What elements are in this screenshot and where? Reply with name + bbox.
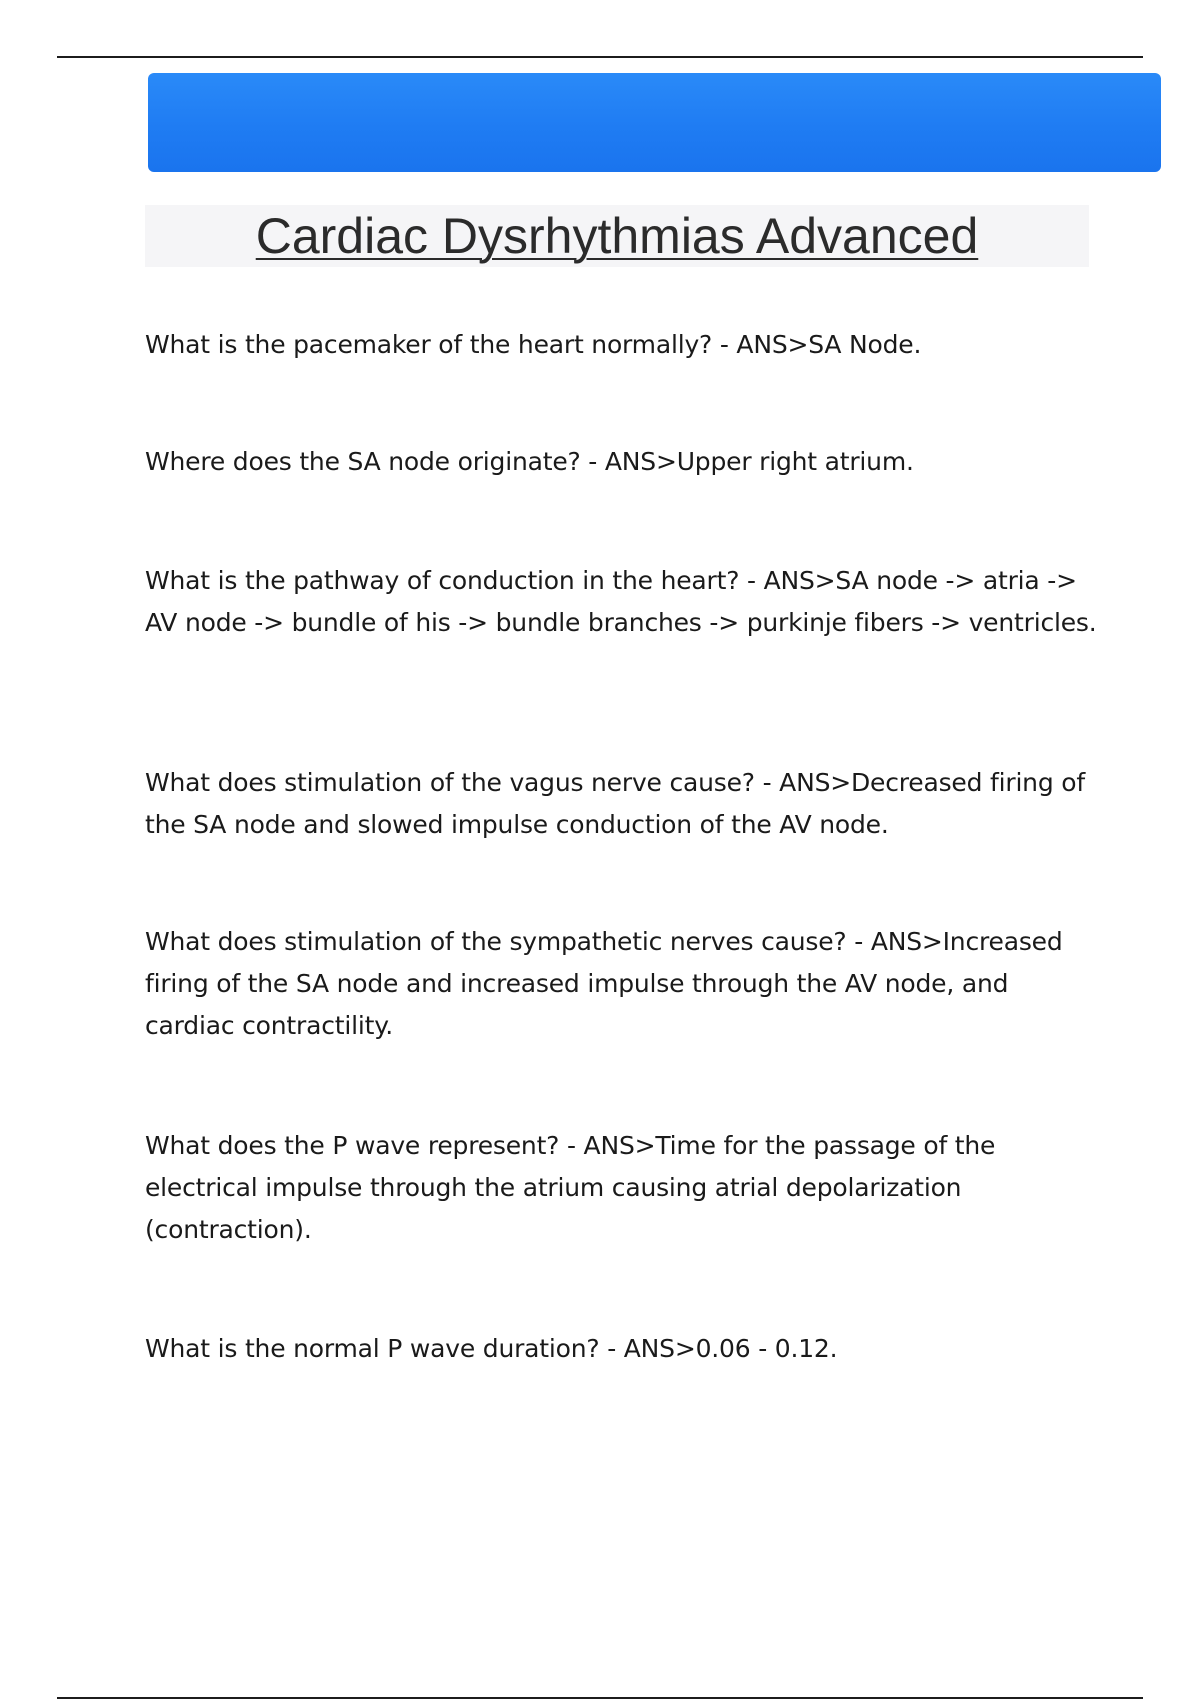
- title-box: [145, 205, 1089, 267]
- qa-item-4: What does stimulation of the vagus nerve cause? - ANS>Decreased firing of the SA node and slowed impulse conduction of the AV node.: [145, 768, 1085, 839]
- bottom-rule: [57, 1697, 1143, 1699]
- qa-item-3: What is the pathway of conduction in the heart? - ANS>SA node -> atria -> AV node -> bundle of his -> bundle branches -> purkinje fibers -> ventricles.: [145, 566, 1097, 637]
- qa-item-6: What does the P wave represent? - ANS>Time for the passage of the electrical impulse through the atrium causing atrial depolarization (contraction).: [145, 1131, 996, 1244]
- qa-item-2: Where does the SA node originate? - ANS>Upper right atrium.: [145, 447, 914, 476]
- document-title: Cardiac Dysrhythmias Advanced: [255, 208, 979, 264]
- top-rule: [57, 56, 1143, 58]
- qa-item-1: What is the pacemaker of the heart normally? - ANS>SA Node.: [145, 330, 922, 359]
- qa-item-5: What does stimulation of the sympathetic nerves cause? - ANS>Increased firing of the SA node and increased impulse through the AV node, and cardiac contractility.: [145, 927, 1063, 1040]
- qa-item-7: What is the normal P wave duration? - ANS>0.06 - 0.12.: [145, 1334, 838, 1363]
- header-banner: [148, 73, 1161, 172]
